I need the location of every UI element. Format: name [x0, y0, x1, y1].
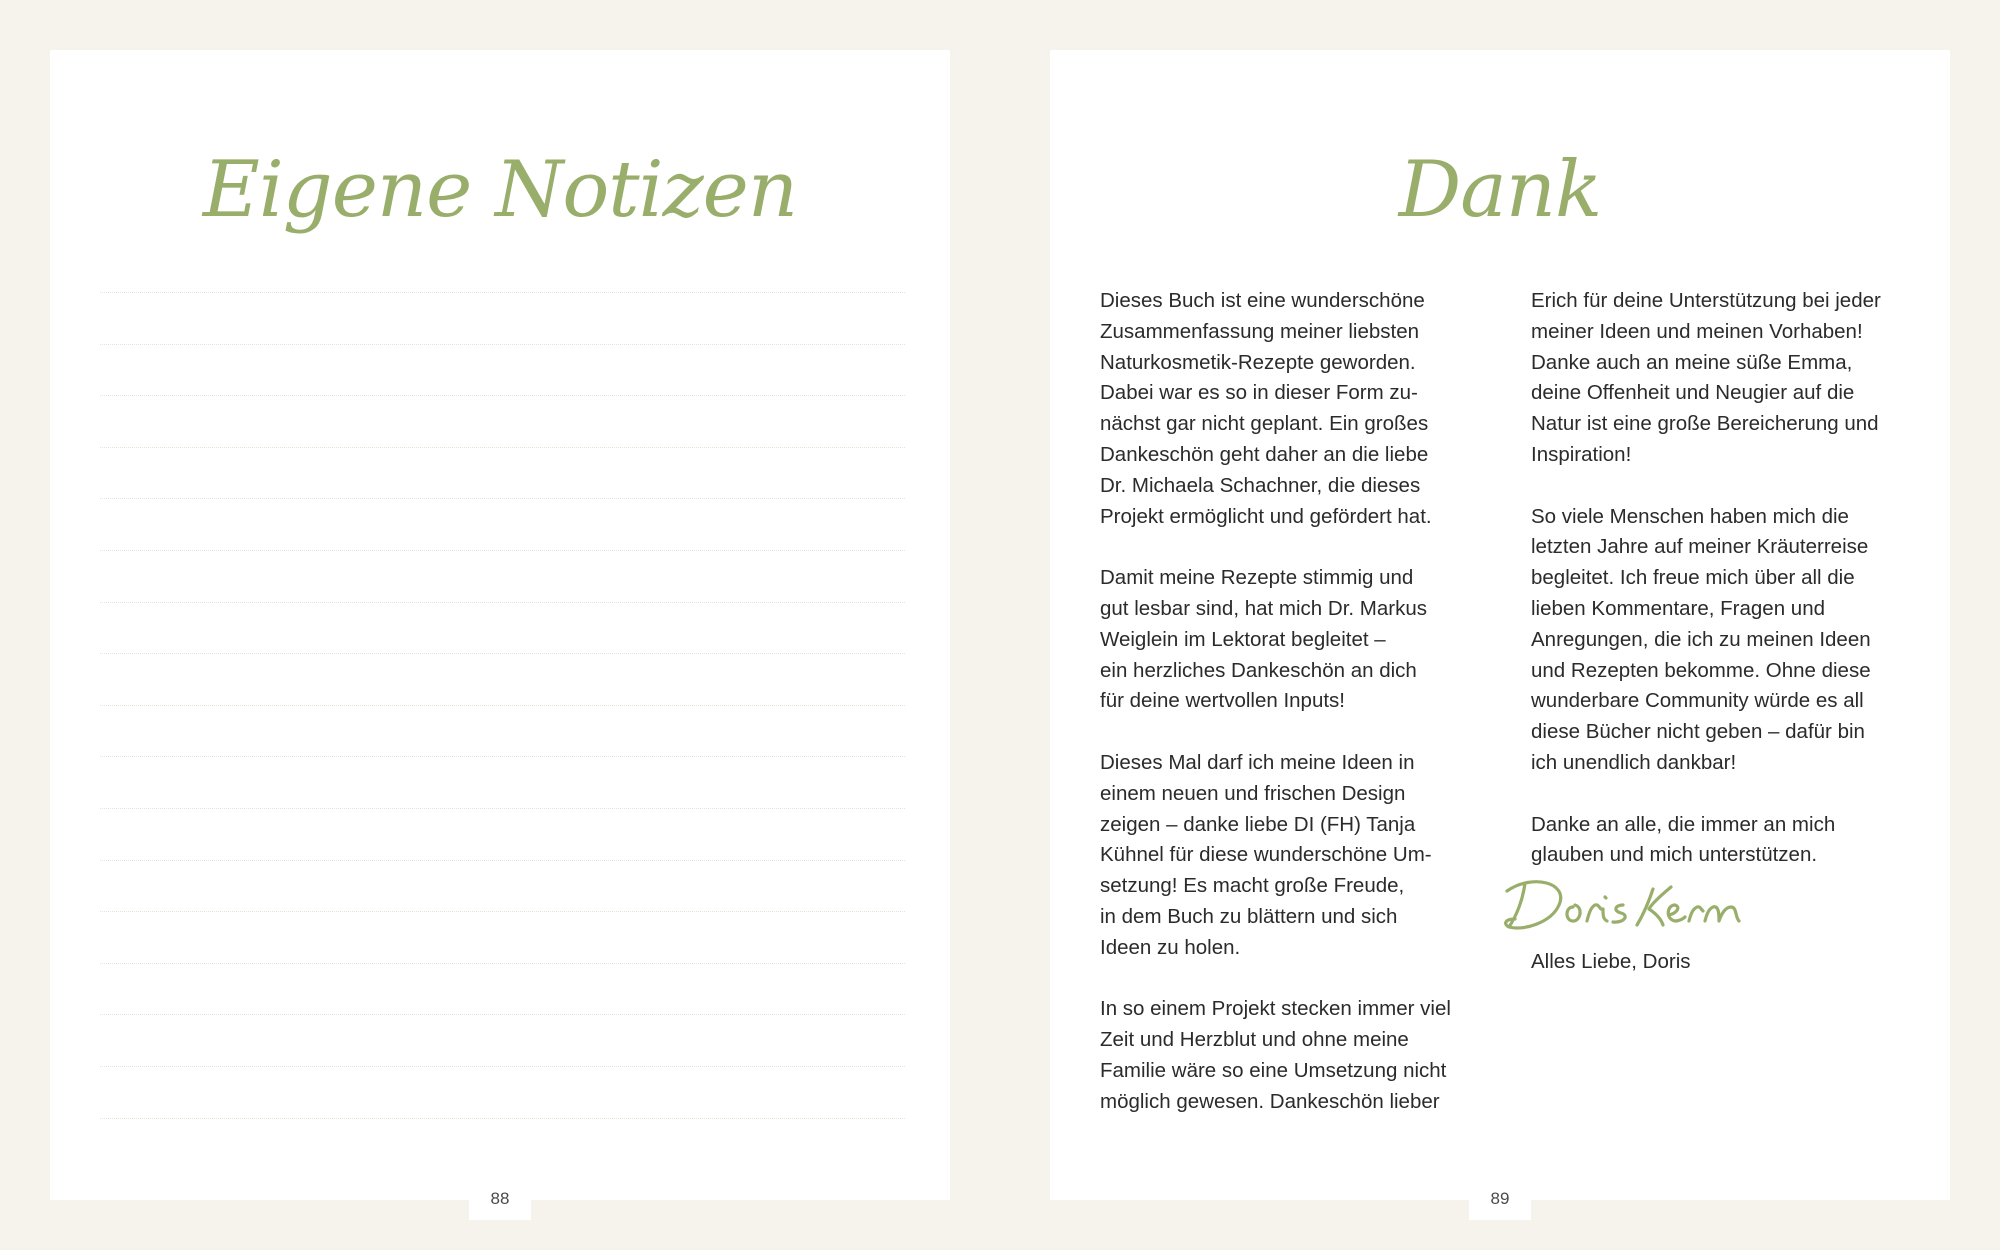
left-page: [50, 50, 950, 1208]
note-line: [100, 1014, 905, 1015]
note-line: [100, 602, 905, 603]
note-line: [100, 653, 905, 654]
notes-title: Eigene Notizen: [202, 145, 798, 235]
note-line: [100, 395, 905, 396]
text-column-2: [1531, 286, 1901, 1009]
page-number-right: 89: [1469, 1178, 1531, 1220]
paragraph: So viele Menschen haben mich die letzten Jahre auf meiner Kräuterreise begleitet. Ich freue mich über all die lieben Kommentare, Fragen und Anregungen, die ich zu meinen Ideen und Rezepten bekomme. Ohne diese wunderbare Community würde es all diese Bücher nicht geben – dafür bin ich unendlich dankbar!: [1531, 504, 1871, 774]
note-line: [100, 447, 905, 448]
closing-text: Alles Liebe, Doris: [1531, 950, 1691, 974]
note-line: [100, 756, 905, 757]
note-line: [100, 1066, 905, 1067]
paragraph: Erich für deine Unterstützung bei jeder meiner Ideen und meinen Vorhaben! Danke auch an meine süße Emma, deine Offenheit und Neugier auf die Natur ist eine große Bereicherung und Inspiration!: [1531, 289, 1881, 466]
paragraph: Danke an alle, die immer an mich glauben und mich unterstützen.: [1531, 812, 1836, 867]
note-line: [100, 963, 905, 964]
thanks-title: Dank: [1398, 145, 1602, 235]
note-line: [100, 498, 905, 499]
note-line: [100, 292, 905, 293]
text-column-1: [1100, 286, 1470, 1148]
note-lines: [100, 292, 905, 1169]
paragraph: Damit meine Rezepte stimmig und gut lesbar sind, hat mich Dr. Markus Weiglein im Lektorat begleitet – ein herzliches Dankeschön an dich für deine wertvollen Inputs!: [1100, 566, 1427, 713]
paragraph: Dieses Mal darf ich meine Ideen in einem neuen und frischen Design zeigen – danke liebe DI (FH) Tanja Kühnel für diese wunderschöne Um- setzung! Es macht große Freude, in dem Buch zu blättern und sich Ideen zu holen.: [1100, 750, 1432, 959]
note-line: [100, 705, 905, 706]
paragraph: Dieses Buch ist eine wunderschöne Zusammenfassung meiner liebsten Naturkosmetik-Rezepte geworden. Dabei war es so in dieser Form zu- nächst gar nicht geplant. Ein großes Dankeschön geht daher an die liebe Dr. Michaela Schachner, die dieses Projekt ermöglicht und gefördert hat.: [1100, 289, 1432, 528]
note-line: [100, 860, 905, 861]
note-line: [100, 808, 905, 809]
note-line: [100, 344, 905, 345]
right-page: [1050, 50, 1950, 1208]
handwritten-signature: [1503, 869, 1763, 939]
note-line: [100, 911, 905, 912]
note-line: [100, 550, 905, 551]
note-line: [100, 1118, 905, 1119]
page-number-left: 88: [469, 1178, 531, 1220]
paragraph: In so einem Projekt stecken immer viel Zeit und Herzblut und ohne meine Familie wäre so eine Umsetzung nicht möglich gewesen. Dankeschön lieber: [1100, 997, 1451, 1113]
